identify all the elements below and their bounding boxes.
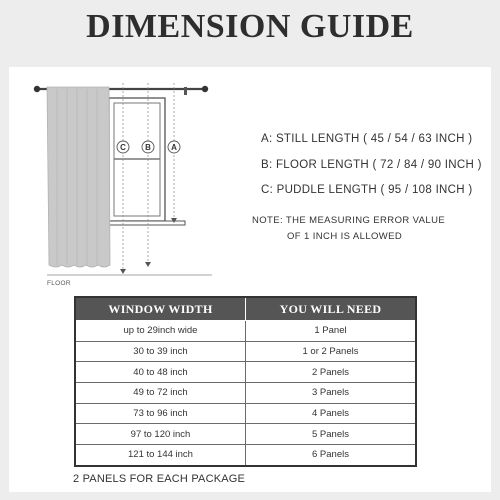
- window-width-cell: 73 to 96 inch: [75, 403, 246, 424]
- panels-needed-cell: 4 Panels: [246, 403, 417, 424]
- package-note: 2 PANELS FOR EACH PACKAGE: [73, 473, 246, 485]
- window-frame: [107, 98, 185, 225]
- window-width-cell: 30 to 39 inch: [75, 341, 246, 362]
- window-width-cell: 40 to 48 inch: [75, 362, 246, 383]
- table-row: [75, 403, 416, 424]
- table-row: [75, 445, 416, 466]
- rod-bracket-right: [184, 87, 187, 95]
- floor-label: FLOOR: [47, 280, 71, 287]
- table-row: [75, 362, 416, 383]
- table-row: [75, 321, 416, 342]
- curtain-panel: [47, 87, 110, 267]
- panels-needed-cell: 3 Panels: [246, 383, 417, 404]
- panels-needed-cell: 1 Panel: [246, 321, 417, 342]
- arrow-c: [120, 269, 126, 274]
- window-width-cell: 97 to 120 inch: [75, 424, 246, 445]
- spec-floor-length: B: FLOOR LENGTH ( 72 / 84 / 90 INCH ): [261, 159, 482, 171]
- panels-needed-cell: 6 Panels: [246, 445, 417, 466]
- curtain-illustration: [9, 67, 491, 297]
- page-title: DIMENSION GUIDE: [86, 8, 414, 45]
- spec-puddle-length: C: PUDDLE LENGTH ( 95 / 108 INCH ): [261, 184, 473, 196]
- panel-size-table: [74, 296, 417, 467]
- panels-needed-cell: 5 Panels: [246, 424, 417, 445]
- window-width-cell: 49 to 72 inch: [75, 383, 246, 404]
- panels-needed-cell: 1 or 2 Panels: [246, 341, 417, 362]
- note-line-1: NOTE: THE MEASURING ERROR VALUE: [252, 215, 446, 226]
- guide-card: [9, 67, 491, 492]
- window-width-cell: 121 to 144 inch: [75, 445, 246, 466]
- label-b: B: [145, 143, 151, 152]
- header-you-will-need: YOU WILL NEED: [246, 297, 417, 321]
- table-row: [75, 424, 416, 445]
- arrow-b: [145, 262, 151, 267]
- window-width-cell: up to 29inch wide: [75, 321, 246, 342]
- label-c: C: [120, 143, 126, 152]
- spec-still-length: A: STILL LENGTH ( 45 / 54 / 63 INCH ): [261, 133, 473, 145]
- panels-needed-cell: 2 Panels: [246, 362, 417, 383]
- table-row: [75, 383, 416, 404]
- header-window-width: WINDOW WIDTH: [75, 297, 246, 321]
- table-row: [75, 341, 416, 362]
- note-line-2: OF 1 INCH IS ALLOWED: [287, 231, 403, 242]
- rod-finial-right: [202, 86, 208, 92]
- rod-finial-left: [34, 86, 40, 92]
- table-header-row: [75, 297, 416, 321]
- label-a: A: [171, 143, 177, 152]
